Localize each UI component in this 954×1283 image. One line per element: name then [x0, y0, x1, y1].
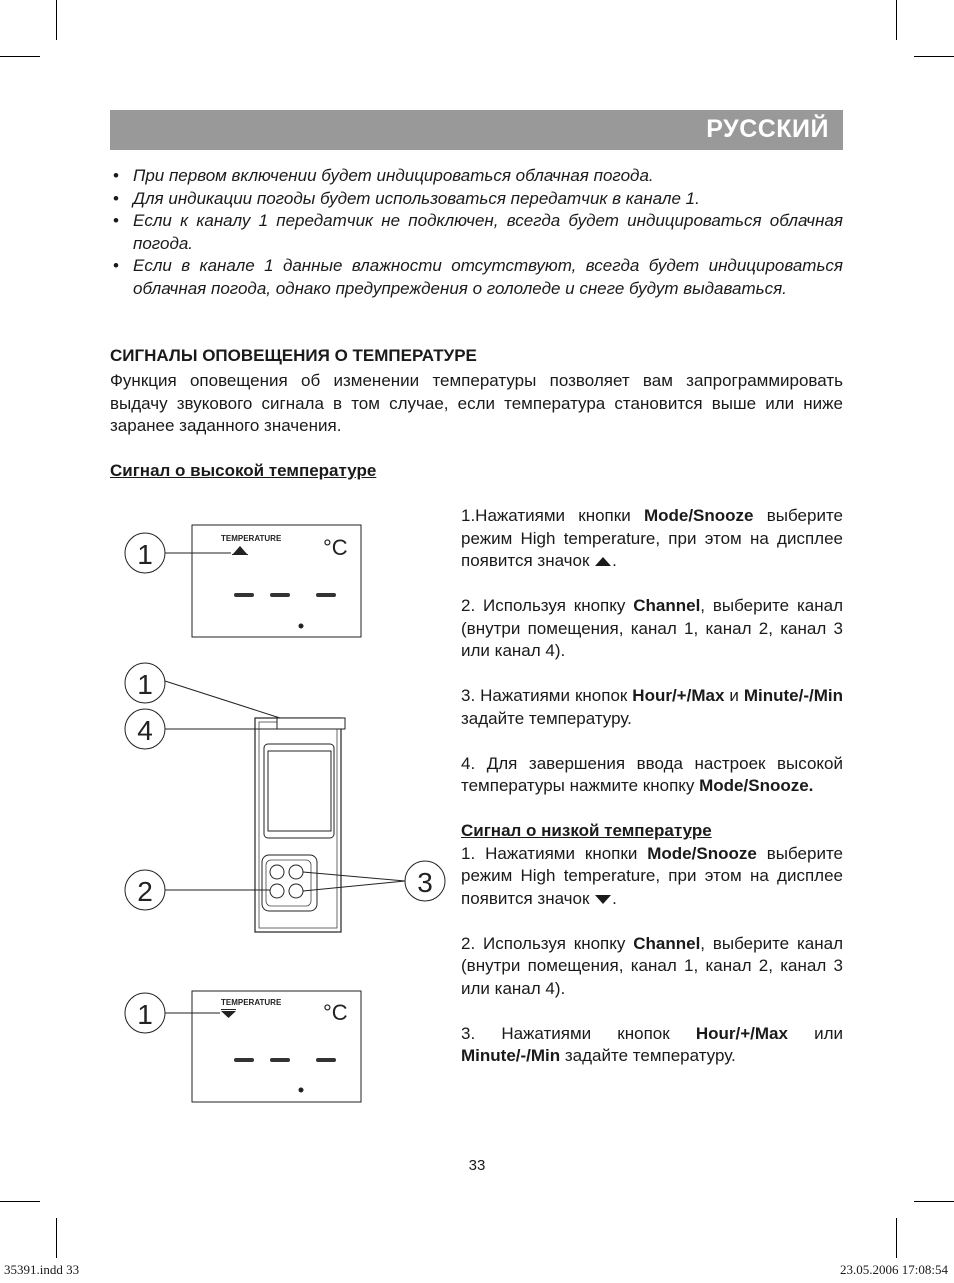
triangle-up-icon	[595, 557, 611, 566]
device-button[interactable]	[289, 884, 303, 898]
high-alert-heading: Сигнал о высокой температуре	[110, 461, 377, 480]
low-alert-heading: Сигнал о низкой температуре	[461, 821, 712, 840]
list-item: • Для индикации погоды будет использоваться передатчик в канале 1.	[113, 188, 700, 208]
lcd-high-unit: °C	[323, 535, 348, 560]
lcd-low-label: TEMPERATURE	[221, 998, 282, 1007]
svg-text:4: 4	[137, 715, 153, 746]
lcd-dot	[299, 1088, 304, 1093]
svg-text:2: 2	[137, 876, 153, 907]
svg-text:1: 1	[137, 669, 153, 700]
lcd-segment	[270, 593, 290, 597]
lcd-segment	[270, 1058, 290, 1062]
list-item: • Если к каналу 1 передатчик не подключен, всегда будет индицироваться облачная погода.	[113, 211, 843, 253]
steps-column	[461, 505, 843, 1068]
high-step-4: 4. Для завершения ввода настроек высокой температуры нажмите кнопку Mode/Snooze.	[461, 753, 843, 795]
crop-mark	[56, 0, 57, 40]
bullet-list	[110, 165, 843, 300]
svg-text:3: 3	[417, 867, 433, 898]
language-title: РУССКИЙ	[706, 115, 829, 143]
low-step-2: 2. Используя кнопку Channel, выберите канал (внутри помещения, канал 1, канал 2, канал 3 или канал 4).	[461, 933, 843, 998]
crop-mark	[0, 1201, 40, 1202]
crop-mark	[914, 1201, 954, 1202]
low-step-3: 3. Нажатиями кнопок Hour/+/Max или Minute/-/Min задайте температуру.	[461, 1023, 843, 1065]
language-header-bar	[110, 110, 843, 150]
device-diagram	[110, 515, 450, 1115]
triangle-down-icon	[595, 895, 611, 904]
lcd-high-label: TEMPERATURE	[221, 534, 282, 543]
lcd-segment	[316, 593, 336, 597]
lcd-segment	[234, 593, 254, 597]
device-button[interactable]	[270, 865, 284, 879]
svg-text:1: 1	[137, 539, 153, 570]
lcd-dot	[299, 624, 304, 629]
footer-date: 23.05.2006 17:08:54	[840, 1262, 948, 1277]
lcd-segment	[316, 1058, 336, 1062]
page-number: 33	[468, 1157, 486, 1174]
lcd-low-unit: °C	[323, 1000, 348, 1025]
device-sensor-slot	[277, 718, 345, 729]
list-item: • При первом включении будет индицироваться облачная погода.	[113, 166, 654, 185]
device-button[interactable]	[270, 884, 284, 898]
footer-file: 35391.indd 33	[4, 1262, 80, 1277]
section-heading: СИГНАЛЫ ОПОВЕЩЕНИЯ О ТЕМПЕРАТУРЕ	[110, 346, 477, 365]
crop-mark	[914, 56, 954, 57]
high-step-1: 1.Нажатиями кнопки Mode/Snooze выберите режим High temperature, при этом на дисплее появится значок .	[461, 506, 843, 570]
device-button[interactable]	[289, 865, 303, 879]
lcd-segment	[234, 1058, 254, 1062]
high-step-3: 3. Нажатиями кнопок Hour/+/Max и Minute/-/Min задайте температуру.	[461, 686, 843, 728]
high-step-2: 2. Используя кнопку Channel, выберите канал (внутри помещения, канал 1, канал 2, канал 3 или канал 4).	[461, 596, 843, 660]
crop-mark	[896, 0, 897, 40]
crop-mark	[0, 56, 40, 57]
low-step-1: 1. Нажатиями кнопки Mode/Snooze выберите режим High temperature, при этом на дисплее появится значок .	[461, 843, 843, 908]
crop-mark	[56, 1218, 57, 1258]
crop-mark	[896, 1218, 897, 1258]
svg-text:1: 1	[137, 999, 153, 1030]
list-item: • Если в канале 1 данные влажности отсутствуют, всегда будет индицироваться облачная погода, однако предупреждения о гололеде и снеге будут выдаваться.	[113, 256, 843, 298]
section-intro: Функция оповещения об изменении температуры позволяет вам запрограммировать выдачу звукового сигнала в том случае, если температура становится выше или ниже заранее заданного значения.	[110, 371, 843, 435]
